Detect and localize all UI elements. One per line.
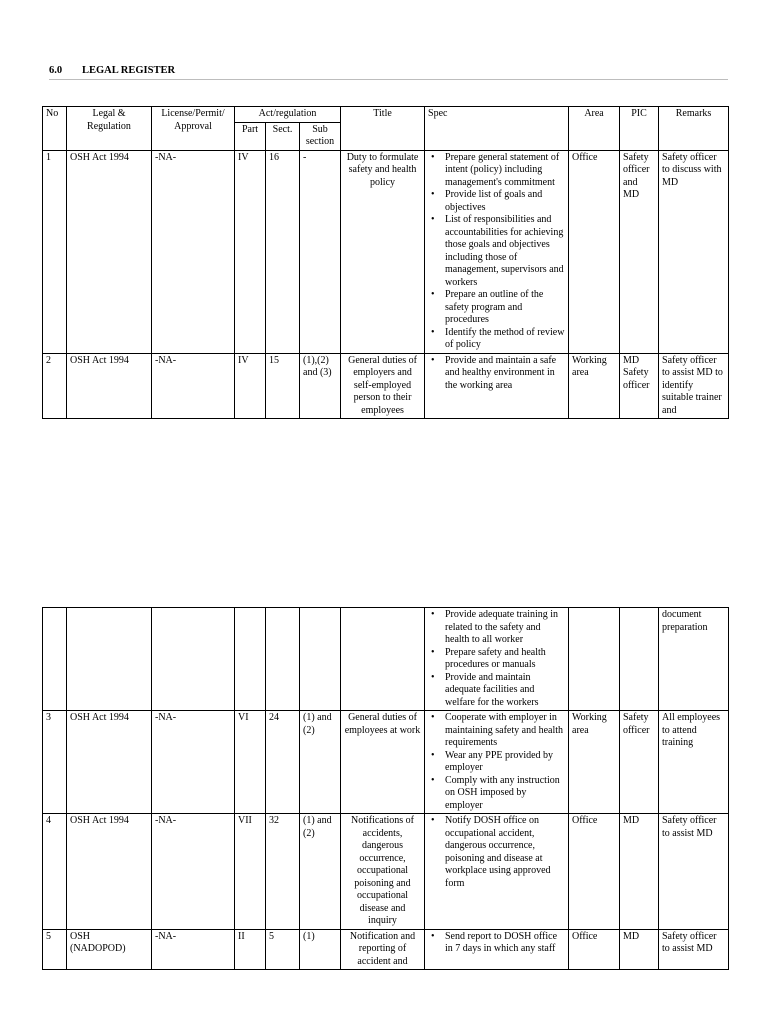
spec-item: • Comply with any instruction on OSH imposed by employer bbox=[445, 775, 565, 813]
legal-register-table-page2 bbox=[42, 607, 729, 970]
table-row bbox=[43, 814, 729, 930]
spec-list bbox=[428, 712, 565, 812]
spec-item: • Notify DOSH office on occupational accident, dangerous occurrence, poisoning and disease at workplace using approved form bbox=[445, 815, 565, 890]
table-row bbox=[43, 608, 729, 711]
header-no: No bbox=[43, 107, 67, 151]
spec-list bbox=[428, 355, 565, 393]
cell-remarks: Safety officer to assist MD bbox=[659, 814, 729, 930]
cell-part: VII bbox=[235, 814, 266, 930]
cell-area bbox=[569, 608, 620, 711]
cell-spec bbox=[425, 150, 569, 353]
spec-item: • Wear any PPE provided by employer bbox=[445, 750, 565, 775]
spec-list bbox=[428, 152, 565, 352]
cell-title: Duty to formulate safety and health policy bbox=[341, 150, 425, 353]
header-license: License/Permit/ Approval bbox=[152, 107, 235, 151]
header-area: Area bbox=[569, 107, 620, 151]
table-row bbox=[43, 150, 729, 353]
cell-no: 3 bbox=[43, 711, 67, 814]
header-legal-regulation: Legal & Regulation bbox=[67, 107, 152, 151]
cell-no: 5 bbox=[43, 929, 67, 970]
spec-item: • Identify the method of review of policy bbox=[445, 327, 565, 352]
header-part: Part bbox=[235, 122, 266, 150]
cell-sub-section bbox=[300, 608, 341, 711]
spec-item: • Prepare an outline of the safety program and procedures bbox=[445, 289, 565, 327]
cell-pic: MD bbox=[620, 814, 659, 930]
header-title: Title bbox=[341, 107, 425, 151]
header-sub-section: Sub section bbox=[300, 122, 341, 150]
spec-item: • Provide and maintain adequate facilities and welfare for the workers bbox=[445, 672, 565, 710]
header-remarks: Remarks bbox=[659, 107, 729, 151]
cell-part: II bbox=[235, 929, 266, 970]
spec-list bbox=[428, 931, 565, 956]
spec-item: • Prepare safety and health procedures or manuals bbox=[445, 647, 565, 672]
cell-pic: MD Safety officer bbox=[620, 353, 659, 419]
cell-area: Office bbox=[569, 929, 620, 970]
header-row bbox=[43, 107, 729, 123]
spec-item: • Prepare general statement of intent (policy) including management's commitment bbox=[445, 152, 565, 190]
spec-list bbox=[428, 609, 565, 709]
section-title: LEGAL REGISTER bbox=[82, 65, 176, 76]
cell-spec bbox=[425, 929, 569, 970]
cell-title: Notifications of accidents, dangerous occurrence, occupational poisoning and occupational disease and inquiry bbox=[341, 814, 425, 930]
cell-pic: MD bbox=[620, 929, 659, 970]
table-row bbox=[43, 711, 729, 814]
spec-item: • Send report to DOSH office in 7 days in which any staff bbox=[445, 931, 565, 956]
cell-license: -NA- bbox=[152, 353, 235, 419]
cell-area: Working area bbox=[569, 711, 620, 814]
spec-item: • Provide list of goals and objectives bbox=[445, 189, 565, 214]
section-number: 6.0 bbox=[49, 65, 63, 76]
cell-part: VI bbox=[235, 711, 266, 814]
cell-legal-regulation: OSH Act 1994 bbox=[67, 711, 152, 814]
cell-license bbox=[152, 608, 235, 711]
cell-sect: 32 bbox=[266, 814, 300, 930]
table-row bbox=[43, 929, 729, 970]
cell-sub-section: (1) bbox=[300, 929, 341, 970]
cell-pic bbox=[620, 608, 659, 711]
cell-remarks: All employees to attend training bbox=[659, 711, 729, 814]
cell-spec bbox=[425, 711, 569, 814]
cell-license: -NA- bbox=[152, 150, 235, 353]
spec-item: • Cooperate with employer in maintaining safety and health requirements bbox=[445, 712, 565, 750]
spec-item: • Provide and maintain a safe and healthy environment in the working area bbox=[445, 355, 565, 393]
cell-pic: Safety officer and MD bbox=[620, 150, 659, 353]
cell-no: 2 bbox=[43, 353, 67, 419]
cell-spec bbox=[425, 608, 569, 711]
header-pic: PIC bbox=[620, 107, 659, 151]
cell-license: -NA- bbox=[152, 929, 235, 970]
cell-title: General duties of employees at work bbox=[341, 711, 425, 814]
cell-sect: 5 bbox=[266, 929, 300, 970]
header-sect: Sect. bbox=[266, 122, 300, 150]
cell-remarks: Safety officer to discuss with MD bbox=[659, 150, 729, 353]
cell-sect: 24 bbox=[266, 711, 300, 814]
cell-sub-section: (1),(2) and (3) bbox=[300, 353, 341, 419]
cell-legal-regulation: OSH Act 1994 bbox=[67, 150, 152, 353]
cell-legal-regulation: OSH Act 1994 bbox=[67, 353, 152, 419]
cell-remarks: Safety officer to assist MD to identify suitable trainer and bbox=[659, 353, 729, 419]
cell-sub-section: (1) and (2) bbox=[300, 711, 341, 814]
cell-part: IV bbox=[235, 150, 266, 353]
cell-sect: 15 bbox=[266, 353, 300, 419]
cell-remarks: document preparation bbox=[659, 608, 729, 711]
cell-area: Office bbox=[569, 150, 620, 353]
cell-remarks: Safety officer to assist MD bbox=[659, 929, 729, 970]
spec-item: • List of responsibilities and accountabilities for achieving those goals and objectives including those of management, supervisors and workers bbox=[445, 214, 565, 289]
cell-pic: Safety officer bbox=[620, 711, 659, 814]
section-heading bbox=[49, 65, 728, 80]
header-spec: Spec bbox=[425, 107, 569, 151]
cell-license: -NA- bbox=[152, 814, 235, 930]
header-act-regulation: Act/regulation bbox=[235, 107, 341, 123]
spec-item: • Provide adequate training in related to the safety and health to all worker bbox=[445, 609, 565, 647]
cell-area: Office bbox=[569, 814, 620, 930]
cell-spec bbox=[425, 814, 569, 930]
cell-part bbox=[235, 608, 266, 711]
cell-part: IV bbox=[235, 353, 266, 419]
cell-legal-regulation bbox=[67, 608, 152, 711]
cell-no: 4 bbox=[43, 814, 67, 930]
cell-sect: 16 bbox=[266, 150, 300, 353]
cell-license: -NA- bbox=[152, 711, 235, 814]
cell-sub-section: - bbox=[300, 150, 341, 353]
cell-sect bbox=[266, 608, 300, 711]
legal-register-table-page1 bbox=[42, 106, 729, 419]
cell-no: 1 bbox=[43, 150, 67, 353]
spec-list bbox=[428, 815, 565, 890]
cell-title: Notification and reporting of accident and bbox=[341, 929, 425, 970]
cell-no bbox=[43, 608, 67, 711]
cell-legal-regulation: OSH Act 1994 bbox=[67, 814, 152, 930]
cell-legal-regulation: OSH (NADOPOD) bbox=[67, 929, 152, 970]
cell-sub-section: (1) and (2) bbox=[300, 814, 341, 930]
cell-title: General duties of employers and self-employed person to their employees bbox=[341, 353, 425, 419]
cell-area: Working area bbox=[569, 353, 620, 419]
cell-title bbox=[341, 608, 425, 711]
cell-spec bbox=[425, 353, 569, 419]
table-row bbox=[43, 353, 729, 419]
